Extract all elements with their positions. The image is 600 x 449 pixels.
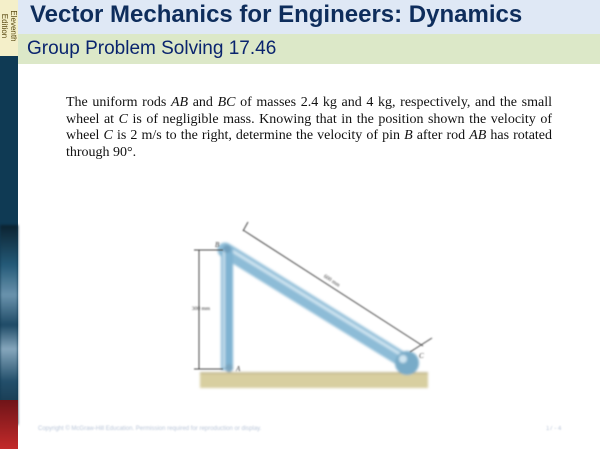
wheel-c xyxy=(395,351,419,375)
problem-text: The uniform rods xyxy=(66,95,171,110)
label-b: B xyxy=(215,241,220,249)
footer-copyright: Copyright © McGraw-Hill Education. Permission required for reproduction or display. xyxy=(38,426,262,432)
edition-line-2: Edition xyxy=(0,13,9,39)
problem-symbol: AB xyxy=(469,128,487,143)
problem-symbol: AB xyxy=(170,95,189,110)
problem-symbol: C xyxy=(118,111,128,127)
problem-text: after rod xyxy=(412,128,470,143)
wheel-c-highlight xyxy=(399,355,407,363)
rod-bc-highlight xyxy=(226,247,408,359)
problem-text: is 2 m/s to the right, determine the velocity of pin xyxy=(112,128,405,143)
problem-text: and xyxy=(188,95,218,110)
ground xyxy=(200,373,428,388)
dim-line-diagonal xyxy=(243,230,423,346)
problem-symbol: C xyxy=(103,128,113,143)
slide-subtitle: Group Problem Solving 17.46 xyxy=(27,38,277,59)
edition-line-1: Eleventh xyxy=(9,10,18,42)
problem-symbol: B xyxy=(404,128,413,143)
problem-text: of masses 2.4 kg and 4 kg, respectively, and the small wheel at xyxy=(66,95,552,127)
dim-label-vertical: 300 mm xyxy=(191,306,211,312)
label-a: A xyxy=(236,365,241,373)
pin-b xyxy=(223,245,231,253)
dim-label-diagonal: 600 mm xyxy=(322,273,341,289)
problem-text: has rotated through 90°. xyxy=(66,128,553,160)
support-a xyxy=(225,364,233,372)
footer-page-number: 17 - 4 xyxy=(546,426,562,432)
rod-bc xyxy=(225,250,408,363)
slide-title: Vector Mechanics for Engineers: Dynamics xyxy=(30,1,523,28)
problem-symbol: BC xyxy=(217,95,236,110)
dim-tick-diagonal-start xyxy=(243,222,248,231)
problem-text: is of negligible mass. Knowing that in the position shown the velocity of wheel xyxy=(66,111,553,143)
label-c: C xyxy=(419,352,424,360)
